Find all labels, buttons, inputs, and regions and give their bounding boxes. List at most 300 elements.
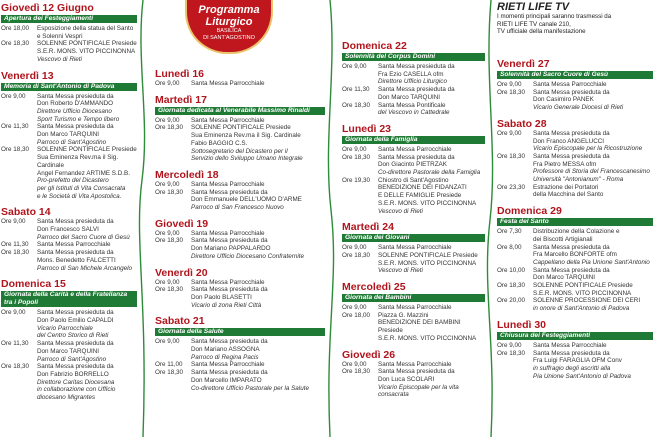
badge-line-1: Programma [198,4,260,16]
column-3 [342,40,485,405]
event-time: Ore 18,30 [497,152,526,160]
event-row [342,368,485,399]
event-line: Sua Eminenza Rev.ma il Sig. Cardinale [37,154,119,169]
event-row [342,63,485,86]
day-theme-band: Giornata della Carità e della Fratellanza tra i Popoli [1,291,137,307]
event-line: Don Roberto D'AMMANDO [37,100,114,108]
tv-line-2: RIETI LIFE TV canale 210, [497,20,571,28]
event-note: Vescovo di Rieti [378,207,423,215]
event-time: Ore 18,30 [1,363,30,371]
event-note: Co-direttore Pastorale della Famiglia [378,169,481,177]
event-line: Don Mariano ASSOGNA [191,346,260,354]
event-note: del Centro Storico di Rieti [37,332,109,340]
event-description [533,89,653,112]
day-title: Venerdì 13 [1,69,54,82]
event-time: Ore 9,00 [497,341,522,349]
event-row [497,130,653,153]
day-block [342,123,485,215]
day-theme-band: Giornata dedicata al Venerabile Massimo Rinaldi [155,107,325,115]
event-line: Santa Messa presieduta da [191,237,268,245]
event-line: Don Fabrizio BORRELLO [37,370,109,378]
event-line: Piazza G. Mazzini [378,311,429,319]
day-title: Lunedì 23 [342,122,392,135]
event-time: Ore 18,00 [1,25,30,32]
event-row [342,361,485,369]
event-line: Distribuzione della Colazione e [533,228,620,236]
event-time: Ore 11,30 [1,123,29,131]
event-note: Servizio dello Sviluppo Umano Integrale [191,155,303,163]
event-description [191,117,325,125]
tv-line-1: I momenti principali saranno trasmessi da [497,13,612,20]
event-line: Santa Messa presieduta da [191,338,268,346]
event-description [37,146,137,200]
event-description [191,80,325,88]
event-description [37,40,137,63]
event-note: Direttore Ufficio Diocesano [37,107,112,115]
event-description [533,184,653,199]
event-row [342,177,485,216]
event-line: Don Paolo Emilio CAPALDI [37,316,114,324]
event-description [533,297,653,312]
day-block [155,315,325,392]
event-time: Ore 7,30 [497,228,522,236]
event-description [37,309,137,340]
day-title: Lunedì 30 [497,318,547,331]
vine-decoration-left [136,0,150,437]
event-time: Ore 18,30 [342,368,371,376]
event-line: Santa Messa presieduta da [378,368,455,376]
day-block [342,221,485,275]
event-row [342,252,485,275]
day-block [1,2,137,64]
event-line: Santa Messa presieduta da [37,309,114,317]
event-description [37,123,137,146]
event-line: SOLENNE PROCESSIONE DEI CERI [533,297,641,305]
event-row [497,244,653,267]
event-description [378,361,485,369]
event-description [191,286,325,309]
event-line: Fra Pietro MESSA ofm [533,160,597,168]
event-description [37,218,137,241]
event-line: Santa Messa Parrocchiale [378,304,452,312]
event-row [155,369,325,392]
event-row [497,342,653,350]
event-time: Ore 11,00 [155,361,183,369]
event-note: Professore di Storia del Francescanesimo [533,168,650,176]
event-time: Ore 9,00 [497,129,522,137]
column-4 [497,58,653,386]
event-note: in onore di Sant'Antonio di Padova [533,305,630,313]
event-note: Parroco del Sacro Cuore di Gesù [37,233,130,241]
event-line: Santa Messa Parrocchiale [191,361,265,369]
event-row [497,89,653,112]
event-line: Santa Messa Parrocchiale [191,229,265,237]
event-time: Ore 18,30 [155,286,184,294]
event-row [155,189,325,212]
day-block [1,70,137,201]
event-time: Ore 9,00 [1,218,26,226]
event-time: Ore 18,30 [155,124,184,132]
event-line: S.E.R. MONS. VITO PICCINONNA [378,259,477,267]
event-description [533,228,653,243]
event-line: Santa Messa presieduta da [191,188,268,196]
day-block [155,68,325,88]
event-time: Ore 18,30 [497,282,526,290]
event-line: Esposizione della statua del Santo [37,25,134,32]
event-line: Santa Messa presieduta da [378,86,455,94]
event-line: Santa Messa Parrocchiale [191,116,265,124]
event-line: Don Mariano PAPPALARDO [191,245,271,253]
event-row [1,218,137,241]
event-line: Fra Luigi FARAGLIA OFM Conv [533,357,622,365]
event-description [191,230,325,238]
event-time: Ore 23,30 [497,183,526,191]
event-row [1,363,137,402]
day-title: Domenica 22 [342,40,407,52]
event-note: Vicario Episcopale per la vita consacrata [378,383,459,399]
day-block [497,118,653,199]
event-note: Vicario di zona Rieti Città [191,301,262,309]
event-line: Santa Messa Parrocchiale [378,145,452,153]
event-time: Ore 9,00 [342,244,367,252]
badge-line-3: BASILICA [216,28,242,34]
day-block [497,319,653,381]
day-block [155,169,325,212]
event-line: Santa Messa presieduta da [191,286,268,294]
event-row [497,297,653,312]
event-description [191,338,325,361]
event-line: Santa Messa Parrocchiale [378,244,452,252]
event-note: Parroco di Regina Pacis [191,353,259,361]
day-block [155,218,325,261]
event-line: dei Biscotti Artigianali [533,235,593,243]
event-time: Ore 8,00 [497,243,522,251]
event-line: Fra Marcello BONFORTE ofm [533,251,617,259]
day-title: Mercoledì 25 [342,281,406,294]
day-title: Mercoledì 18 [155,168,219,181]
day-theme-band: Festa del Santo [497,218,653,226]
day-title: Lunedì 16 [155,68,205,80]
event-note: Co-direttore Ufficio Pastorale per la Salute [191,384,309,392]
event-row [1,146,137,200]
event-line: S.E.R. MONS. VITO PICCINONNA [533,289,632,297]
event-time: Ore 9,00 [497,81,522,88]
event-description [191,181,325,189]
day-theme-band: Chiusura dei Festeggiamenti [497,332,653,340]
event-row [155,279,325,287]
event-row [497,184,653,199]
event-row [155,230,325,238]
event-description [533,267,653,282]
event-description [191,124,325,163]
event-line: Santa Messa presieduta da [533,266,610,274]
event-time: Ore 9,00 [1,92,26,100]
event-description [533,81,653,89]
tv-notice [497,1,652,36]
event-line: Santa Messa presieduta da [533,88,610,96]
event-time: Ore 18,30 [155,237,184,245]
day-title: Sabato 28 [497,117,547,130]
event-line: Don Franco ANGELUCCI [533,137,605,145]
event-description [533,153,653,184]
event-description [37,25,137,40]
event-line: Santa Messa Parrocchiale [533,81,607,88]
event-time: Ore 9,00 [1,309,26,317]
event-line: SOLENNE PONTIFICALE Presiede [378,251,478,259]
event-line: della Macchina del Santo [533,191,604,199]
day-block [497,205,653,313]
event-line: Don Marco TARQUINI [378,93,441,101]
day-title: Giovedì 26 [342,348,396,361]
event-time: Ore 18,30 [1,249,30,257]
event-line: Santa Messa presieduta da [533,152,610,160]
event-row [342,146,485,154]
event-line: Santa Messa presieduta da [37,249,114,257]
day-block [342,349,485,400]
event-line: Santa Messa Pontificale [378,101,446,109]
event-line: S.E.R. MONS. VITO PICCINONNA [378,199,477,207]
event-time: Ore 18,30 [342,251,371,259]
vine-decoration-right [484,0,498,437]
event-line: SOLENNE PONTIFICALE Presiede [191,124,291,132]
event-row [497,282,653,297]
event-description [378,312,485,343]
day-theme-band: Apertura dei Festeggiamenti [1,15,137,23]
event-line: Don Francesco SALVI [37,226,99,234]
event-description [533,130,653,153]
event-line: BENEDIZIONE DEI BAMBINI Presiede [378,319,461,335]
event-row [342,312,485,343]
day-theme-band: Giornata della Salute [155,328,325,336]
event-line: Don Marco TARQUINI [533,274,596,282]
event-note: Pro-prefetto del Dicastero [37,177,109,185]
program-badge [185,0,273,54]
event-line: Santa Messa presieduta da [533,243,610,251]
event-line: Santa Messa presieduta da [533,349,610,357]
event-line: Santa Messa presieduta da [37,340,114,348]
event-description [37,363,137,402]
day-title: Martedì 24 [342,221,394,234]
event-row [155,237,325,260]
event-row [1,241,137,249]
event-row [342,102,485,117]
event-time: Ore 9,00 [155,278,180,286]
event-line: Don Casimiro PANEK [533,96,594,104]
event-line: SOLENNE PONTIFICALE Presiede [37,146,137,154]
event-line: Santa Messa presieduta da [378,63,455,70]
event-row [1,249,137,272]
event-line: Don Giacinto PIETRZAK [378,161,447,169]
event-line: Santa Messa presieduta da [378,153,455,161]
event-line: Estrazione dei Portatori [533,183,599,191]
event-description [533,342,653,350]
event-line: e Solenni Vespri [37,32,83,40]
event-note: Direttore Ufficio Liturgico [378,78,447,86]
event-row [1,40,137,63]
event-line: BENEDIZIONE DEI FIDANZATI [378,184,467,192]
event-row [497,81,653,89]
day-title: Venerdì 27 [497,58,550,70]
day-title: Sabato 21 [155,315,205,328]
event-line: SOLENNE PONTIFICALE Presiede [37,40,137,48]
event-row [1,309,137,340]
event-note: Sottosegretario del Dicastero per il [191,147,288,155]
event-note: Vescovo di Rieti [37,55,82,63]
event-note: Vescovo di Rieti [378,267,423,275]
event-note: Cappellano della Pia Unione Sant'Antonio [533,258,650,266]
day-title: Giovedì 12 Giugno [1,2,94,14]
day-title: Martedì 17 [155,93,207,106]
event-description [533,244,653,267]
event-row [155,361,325,369]
event-row [497,153,653,184]
event-note: Direttore Ufficio Diocesano Confraternite [191,252,305,260]
column-1 [1,2,137,408]
day-title: Giovedì 19 [155,217,209,230]
event-note: Università "Antonianum" - Roma [533,176,624,184]
event-description [533,282,653,297]
event-line: Santa Messa Parrocchiale [37,241,111,249]
event-time: Ore 10,00 [497,266,526,274]
event-note: e le Società di Vita Apostolica. [37,192,122,200]
event-row [1,340,137,363]
event-description [533,350,653,381]
event-line: Santa Messa Parrocchiale [191,180,265,188]
event-description [37,249,137,272]
event-row [1,123,137,146]
event-row [497,350,653,381]
event-row [342,86,485,101]
day-title: Domenica 15 [1,278,66,291]
event-line: E DELLE FAMIGLIE Presiede [378,192,462,200]
event-row [342,154,485,177]
event-row [1,93,137,124]
event-line: Sua Eminenza Rev.ma il Sig. Cardinale [191,132,301,140]
event-line: Fabio BAGGIO C.S. [191,139,248,147]
event-note: per gli Istituti di Vita Consacrata [37,184,126,192]
event-time: Ore 9,00 [342,360,367,368]
event-description [191,279,325,287]
event-description [378,244,485,252]
event-line: Fra Ezio CASELLA ofm [378,70,444,78]
tv-line-3: TV ufficiale della manifestazione [497,28,586,36]
event-time: Ore 18,30 [497,88,526,96]
event-line: Don Paolo BLASETTI [191,293,252,301]
event-note: Direttore Caritas Diocesana [37,378,115,386]
event-line: Don Marco TARQUINI [37,131,100,139]
event-description [37,241,137,249]
day-theme-band: Memoria di Sant'Antonio di Padova [1,83,137,91]
event-time: Ore 18,30 [342,153,371,161]
event-line: Santa Messa presieduta da [37,218,114,226]
event-time: Ore 11,30 [1,340,29,348]
event-row [155,286,325,309]
event-description [378,154,485,177]
event-line: Don Emmanuele DELL'UOMO D'ARME [191,196,302,204]
event-line: Santa Messa presieduta da [37,92,114,100]
event-description [37,340,137,363]
event-row [497,267,653,282]
event-line: Santa Messa presieduta da [191,369,268,377]
event-note: Parroco di Sant'Agostino [37,355,107,363]
event-line: Santa Messa presieduta da [37,363,114,371]
event-note: Pia Unione Sant'Antonio di Padova [533,372,631,380]
event-time: Ore 18,00 [342,311,371,319]
column-2 [155,68,325,398]
event-line: Santa Messa Parrocchiale [191,278,265,286]
day-block [155,267,325,310]
event-time: Ore 9,00 [342,145,367,153]
event-description [378,86,485,101]
event-row [497,228,653,243]
tv-logo: RIETI LIFE TV [497,1,570,13]
event-row [342,304,485,312]
event-note: del Vescovo in Cattedrale [378,109,450,117]
event-note: Parroco di San Michele Arcangelo [37,264,132,272]
event-description [378,368,485,399]
event-line: SOLENNE PONTIFICALE Presiede [533,282,633,290]
day-theme-band: Giornata dei Giovani [342,234,485,242]
event-description [378,304,485,312]
event-note: Parroco di Sant'Agostino [37,138,107,146]
day-block [497,58,653,112]
event-description [37,93,137,124]
day-block [342,40,485,117]
event-time: Ore 18,30 [1,146,30,154]
event-line: Santa Messa Parrocchiale [191,80,265,87]
event-note: Sport Turismo e Tempo libero [37,115,120,123]
event-row [155,338,325,361]
event-time: Ore 9,00 [342,63,367,70]
event-line: Don Marcello IMPARATO [191,376,262,384]
day-theme-band: Solennità del Corpus Domini [342,53,485,61]
event-line: Santa Messa Parrocchiale [533,341,607,349]
event-time: Ore 11,30 [342,86,370,94]
event-time: Ore 18,30 [155,188,184,196]
event-time: Ore 18,30 [497,349,526,357]
day-title: Domenica 29 [497,205,562,218]
day-theme-band: Giornata dei Bambini [342,294,485,302]
event-description [191,237,325,260]
event-line: Santa Messa presieduta da [533,129,610,137]
event-time: Ore 19,30 [342,176,371,184]
day-theme-band: Solennità del Sacro Cuore di Gesù [497,71,653,79]
event-row [155,117,325,125]
event-description [378,102,485,117]
event-line: Santa Messa presieduta da [37,123,114,131]
event-description [191,369,325,392]
event-note: Vicario Generale Diocesi di Rieti [533,104,624,112]
event-line: Mons. Benedetto FALCETTI [37,256,116,264]
event-time: Ore 18,30 [1,40,30,48]
event-time: Ore 9,00 [342,304,367,312]
event-row [155,181,325,189]
event-time: Ore 18,30 [155,369,184,377]
event-description [378,177,485,216]
event-note: in suffragio degli ascritti alla [533,364,611,372]
event-description [191,189,325,212]
day-title: Venerdì 20 [155,266,208,279]
event-line: Don Marco TARQUINI [37,347,100,355]
event-line: S.E.R. MONS. VITO PICCINONNA [378,334,477,342]
event-time: Ore 9,00 [155,116,180,124]
event-line: Don Luca SCOLARI [378,375,435,383]
event-time: Ore 9,00 [155,180,180,188]
event-line: Chiostro di Sant'Agostino [378,176,449,184]
event-time: Ore 18,30 [342,101,371,109]
event-line: Angel Fernandez ARTIME S.D.B. [37,169,130,177]
event-time: Ore 9,00 [155,229,180,237]
